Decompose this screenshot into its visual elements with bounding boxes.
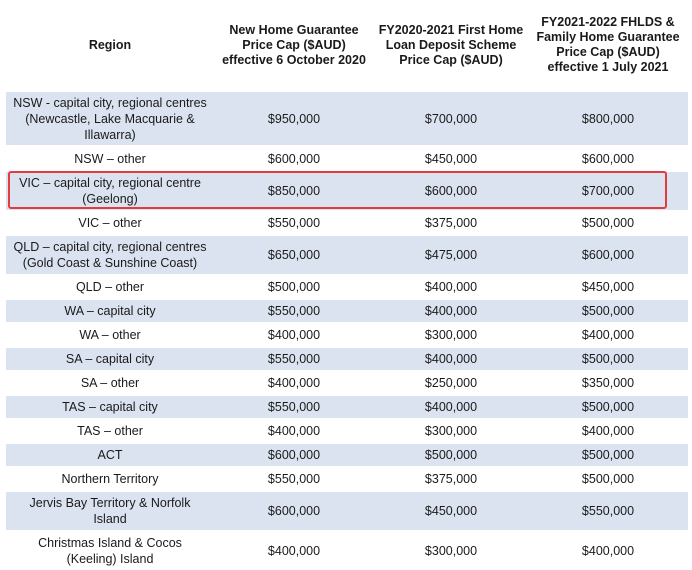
- region-cell: SA – capital city: [6, 346, 214, 370]
- table-row: [6, 170, 688, 210]
- nhg-cell: $550,000: [214, 346, 374, 370]
- region-cell: WA – other: [6, 322, 214, 346]
- header-fy2021-2022: FY2021-2022 FHLDS & Family Home Guarantee Price Cap ($AUD) effective 1 July 2021: [536, 15, 680, 74]
- region-cell: SA – other: [6, 370, 214, 394]
- nhg-cell: $500,000: [214, 274, 374, 298]
- fy2122-cell: $700,000: [528, 170, 688, 210]
- fy2122-cell: $400,000: [528, 418, 688, 442]
- fy2021-cell: $400,000: [374, 346, 528, 370]
- fy2021-cell: $300,000: [374, 418, 528, 442]
- table-row: [6, 145, 688, 170]
- price-cap-table: [6, 0, 688, 570]
- table-row: [6, 466, 688, 490]
- fy2021-cell: $600,000: [374, 170, 528, 210]
- region-cell: TAS – other: [6, 418, 214, 442]
- fy2021-cell: $300,000: [374, 530, 528, 570]
- nhg-cell: $400,000: [214, 322, 374, 346]
- region-cell: VIC – other: [6, 210, 214, 234]
- table-row: [6, 394, 688, 418]
- fy2021-cell: $400,000: [374, 274, 528, 298]
- nhg-cell: $600,000: [214, 442, 374, 466]
- region-cell: WA – capital city: [6, 298, 214, 322]
- nhg-cell: $950,000: [214, 90, 374, 145]
- nhg-cell: $550,000: [214, 298, 374, 322]
- region-cell: Christmas Island & Cocos (Keeling) Island: [6, 530, 214, 570]
- fy2021-cell: $250,000: [374, 370, 528, 394]
- table-row: [6, 210, 688, 234]
- table-row: [6, 298, 688, 322]
- region-cell: VIC – capital city, regional centre (Geelong): [6, 170, 214, 210]
- region-cell: Northern Territory: [6, 466, 214, 490]
- fy2122-cell: $400,000: [528, 322, 688, 346]
- fy2122-cell: $550,000: [528, 490, 688, 530]
- fy2122-cell: $500,000: [528, 210, 688, 234]
- fy2122-cell: $450,000: [528, 274, 688, 298]
- region-cell: ACT: [6, 442, 214, 466]
- fy2021-cell: $400,000: [374, 394, 528, 418]
- nhg-cell: $600,000: [214, 490, 374, 530]
- fy2122-cell: $350,000: [528, 370, 688, 394]
- nhg-cell: $400,000: [214, 370, 374, 394]
- fy2021-cell: $300,000: [374, 322, 528, 346]
- fy2021-cell: $500,000: [374, 442, 528, 466]
- table-row: [6, 234, 688, 274]
- table-row: [6, 322, 688, 346]
- region-cell: QLD – capital city, regional centres (Gold Coast & Sunshine Coast): [6, 234, 214, 274]
- nhg-cell: $550,000: [214, 394, 374, 418]
- region-cell: QLD – other: [6, 274, 214, 298]
- table-row: [6, 418, 688, 442]
- table-row: [6, 346, 688, 370]
- region-cell: NSW - capital city, regional centres (Newcastle, Lake Macquarie & Illawarra): [6, 90, 214, 145]
- header-fy2020-2021: FY2020-2021 First Home Loan Deposit Scheme Price Cap ($AUD): [378, 22, 524, 67]
- region-cell: Jervis Bay Territory & Norfolk Island: [6, 490, 214, 530]
- table-row: [6, 530, 688, 570]
- region-cell: TAS – capital city: [6, 394, 214, 418]
- table-row: [6, 370, 688, 394]
- table-row: [6, 490, 688, 530]
- fy2021-cell: $400,000: [374, 298, 528, 322]
- nhg-cell: $600,000: [214, 145, 374, 170]
- nhg-cell: $550,000: [214, 466, 374, 490]
- fy2122-cell: $600,000: [528, 234, 688, 274]
- fy2122-cell: $500,000: [528, 466, 688, 490]
- nhg-cell: $650,000: [214, 234, 374, 274]
- fy2021-cell: $450,000: [374, 490, 528, 530]
- fy2021-cell: $375,000: [374, 466, 528, 490]
- nhg-cell: $850,000: [214, 170, 374, 210]
- fy2122-cell: $500,000: [528, 298, 688, 322]
- fy2021-cell: $375,000: [374, 210, 528, 234]
- header-new-home-guarantee: New Home Guarantee Price Cap ($AUD) effective 6 October 2020: [222, 22, 366, 67]
- table-row: [6, 442, 688, 466]
- table-row: [6, 90, 688, 145]
- header-region: Region: [88, 37, 132, 52]
- nhg-cell: $550,000: [214, 210, 374, 234]
- fy2122-cell: $400,000: [528, 530, 688, 570]
- fy2122-cell: $600,000: [528, 145, 688, 170]
- nhg-cell: $400,000: [214, 530, 374, 570]
- fy2122-cell: $500,000: [528, 394, 688, 418]
- table-header-row: [6, 0, 688, 90]
- nhg-cell: $400,000: [214, 418, 374, 442]
- fy2021-cell: $700,000: [374, 90, 528, 145]
- region-cell: NSW – other: [6, 145, 214, 170]
- table-row: [6, 274, 688, 298]
- fy2122-cell: $500,000: [528, 346, 688, 370]
- fy2122-cell: $800,000: [528, 90, 688, 145]
- fy2021-cell: $475,000: [374, 234, 528, 274]
- fy2122-cell: $500,000: [528, 442, 688, 466]
- fy2021-cell: $450,000: [374, 145, 528, 170]
